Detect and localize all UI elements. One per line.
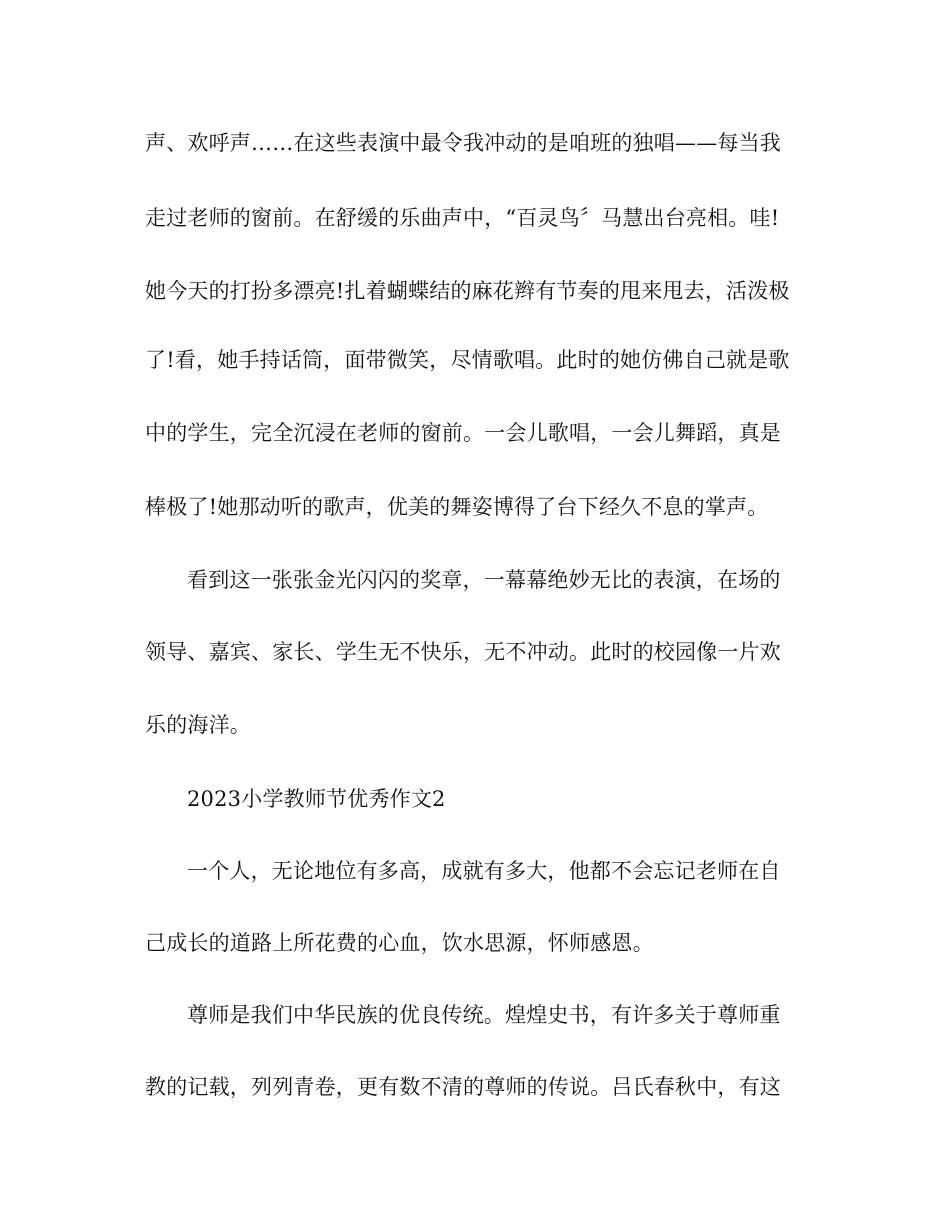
text-line: 乐的海洋。 (145, 713, 251, 737)
text-line: 声、欢呼声……在这些表演中最令我冲动的是咱班的独唱——每当我 (145, 131, 781, 155)
text-line: 走过老师的窗前。在舒缓的乐曲声中，“百灵鸟〞马慧出台亮相。哇! (145, 206, 780, 230)
text-line: 中的学生，完全沉浸在老师的窗前。一会儿歌唱，一会儿舞蹈，真是 (145, 421, 781, 445)
text-line: 她今天的打扮多漂亮!扎着蝴蝶结的麻花辫有节奏的甩来甩去，活泼极 (145, 279, 790, 303)
text-line: 棒极了!她那动听的歌声，优美的舞姿博得了台下经久不息的掌声。 (145, 495, 769, 519)
text-line: 己成长的道路上所花费的心血，饮水思源，怀师感恩。 (145, 931, 654, 955)
text-line: 领导、嘉宾、家长、学生无不快乐，无不冲动。此时的校园像一片欢 (145, 640, 781, 664)
paragraph-first-line: 一个人，无论地位有多高，成就有多大，他都不会忘记老师在自 (187, 859, 781, 883)
paragraph-first-line: 看到这一张张金光闪闪的奖章，一幕幕绝妙无比的表演，在场的 (187, 568, 781, 592)
text-line: 教的记载，列列青卷，更有数不清的尊师的传说。吕氏春秋中，有这 (145, 1075, 781, 1099)
text-line: 了!看，她手持话筒，面带微笑，尽情歌唱。此时的她仿佛自己就是歌 (145, 348, 790, 372)
section-heading: 2023小学教师节优秀作文2 (187, 787, 446, 811)
paragraph-first-line: 尊师是我们中华民族的优良传统。煌煌史书，有许多关于尊师重 (187, 1003, 781, 1027)
